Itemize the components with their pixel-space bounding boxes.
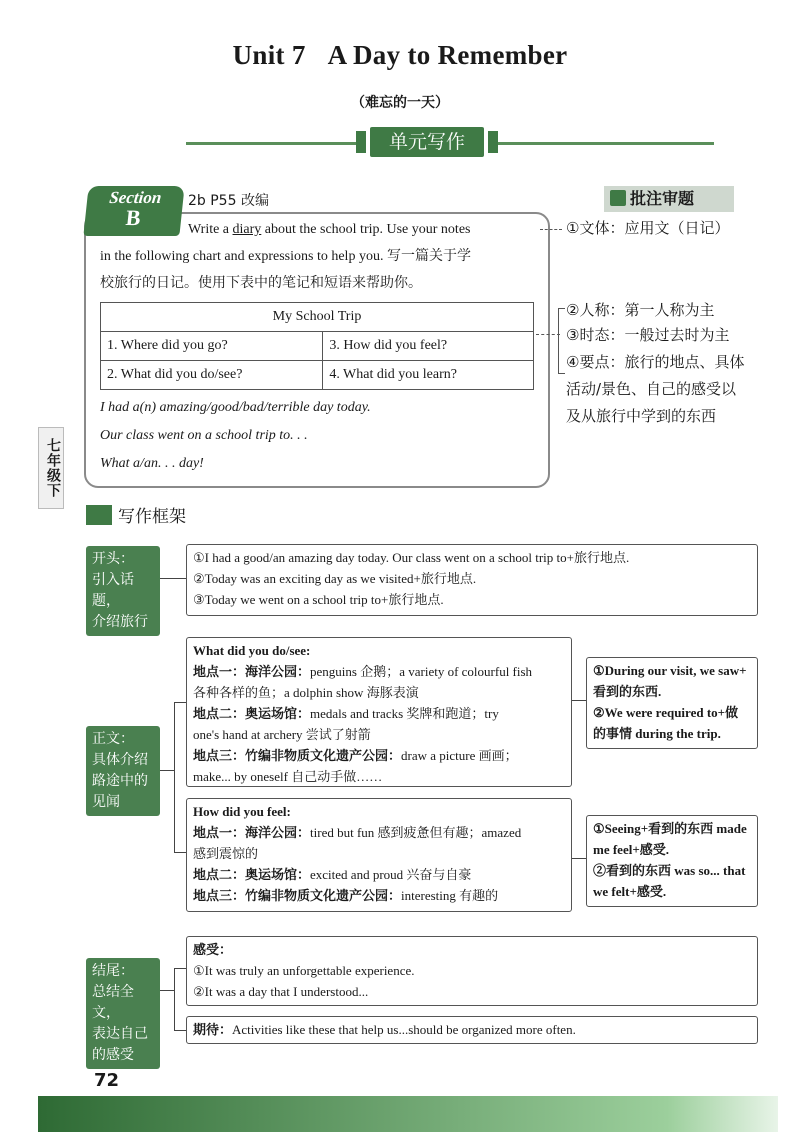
grade-tab: 七年级下 [38, 427, 64, 509]
page-number: 72 [94, 1070, 120, 1091]
page-title [0, 40, 800, 71]
do-see-box [186, 637, 572, 787]
hope-title: 期待： [193, 1022, 233, 1037]
do-see-tips-box: ①During our visit, we saw+ 看到的东西. ②We were required to+做 的事情 during the trip. [586, 657, 758, 749]
annotation-genre: ①文体：应用文（日记） [566, 219, 730, 237]
annotation-points-3: 及从旅行中学到的东西 [566, 407, 717, 425]
expression-1: I had a(n) amazing/good/bad/terrible day today. [100, 400, 371, 415]
feel-line: 感到震惊的 [193, 846, 259, 861]
do-see-line: one's hand at archery 尝试了射箭 [193, 727, 371, 742]
edit-icon [610, 190, 626, 206]
trip-question-3: 3. How did you feel? [323, 332, 534, 361]
feel-box [186, 798, 572, 912]
body-bracket [174, 702, 175, 852]
opening-label: 开头： 引入话题， 介绍旅行 [86, 546, 160, 636]
page-footer-band [38, 1096, 778, 1132]
feelings-title: 感受： [193, 942, 233, 957]
banner-rule-left [186, 142, 358, 145]
ending-bracket-top [174, 968, 186, 969]
annotation-points-1: ④要点：旅行的地点、具体 [566, 353, 745, 371]
banner-ornament-right [488, 131, 498, 153]
hope-text: Activities like these that help us...should be organized more often. [232, 1022, 576, 1037]
annotation-heading: 批注审题 [604, 186, 734, 212]
page-subtitle: （难忘的一天） [351, 95, 449, 111]
section-tab-word: Section [108, 188, 163, 207]
feelings-line: ②It was a day that I understood... [193, 984, 369, 999]
task-source: 2b P55 改编 [188, 193, 269, 209]
trip-question-4: 4. What did you learn? [323, 361, 534, 390]
expression-2: Our class went on a school trip to. . . [100, 428, 308, 443]
feel-title: How did you feel: [193, 804, 291, 819]
do-see-tip-connector [572, 700, 586, 701]
body-label: 正文： 具体介绍 路途中的 见闻 [86, 726, 160, 816]
opening-line: ③Today we went on a school trip to+旅行地点. [193, 592, 444, 607]
feel-tips-box: ①Seeing+看到的东西 made me feel+感受. ②看到的东西 was so... that we felt+感受. [586, 815, 758, 907]
annotation-points-2: 活动/景色、自己的感受以 [566, 380, 737, 398]
do-see-line: 地点一：海洋公园：penguins 企鹅；a variety of colourful fish [193, 664, 533, 679]
framework-heading: 写作框架 [86, 502, 186, 527]
trip-table-header: My School Trip [101, 303, 534, 332]
task-prompt-line3: 校旅行的日记。使用下表中的笔记和短语来帮助你。 [100, 276, 422, 291]
annotation-connector-2 [536, 334, 560, 335]
body-connector [160, 770, 174, 771]
ending-bracket-bottom [174, 1030, 186, 1031]
body-bracket-top [174, 702, 186, 703]
annotation-connector-1 [540, 229, 562, 230]
annotation-tense: ③时态：一般过去时为主 [566, 326, 730, 344]
hope-box [186, 1016, 758, 1044]
trip-question-1: 1. Where did you go? [101, 332, 323, 361]
feelings-line: ①It was truly an unforgettable experience. [193, 963, 415, 978]
unit-number: Unit 7 [232, 40, 306, 70]
section-tab-letter: B [124, 205, 142, 230]
do-see-line: 各种各样的鱼；a dolphin show 海豚表演 [193, 685, 419, 700]
feelings-box [186, 936, 758, 1006]
diary-word: diary [232, 222, 262, 237]
opening-line: ②Today was an exciting day as we visited+旅行地点. [193, 571, 477, 586]
task-prompt-line1: Write a diary about the school trip. Use your notes [188, 222, 471, 237]
ending-bracket [174, 968, 175, 1030]
annotation-person: ②人称：第一人称为主 [566, 301, 715, 319]
do-see-line: 地点三：竹编非物质文化遗产公园：draw a picture 画画； [193, 748, 518, 763]
task-prompt-line2: in the following chart and expressions to help you. 写一篇关于学 [100, 249, 471, 264]
section-tab [83, 186, 184, 236]
expression-3: What a/an. . . day! [100, 456, 204, 471]
trip-question-2: 2. What did you do/see? [101, 361, 323, 390]
banner-ornament-left [356, 131, 366, 153]
banner-rule-right [496, 142, 714, 145]
body-bracket-bottom [174, 852, 186, 853]
trip-table [100, 302, 534, 390]
do-see-line: make... by oneself 自己动手做…… [193, 769, 383, 784]
feel-line: 地点一：海洋公园：tired but fun 感到疲惫但有趣；amazed [193, 825, 522, 840]
do-see-line: 地点二：奥运场馆：medals and tracks 奖牌和跑道；try [193, 706, 499, 721]
annotation-bracket [558, 308, 565, 374]
opening-box [186, 544, 758, 616]
unit-name: A Day to Remember [327, 40, 568, 70]
framework-icon [86, 505, 112, 525]
feel-line: 地点三：竹编非物质文化遗产公园：interesting 有趣的 [193, 888, 499, 903]
opening-connector [160, 578, 186, 579]
feel-line: 地点二：奥运场馆：excited and proud 兴奋与自豪 [193, 867, 472, 882]
do-see-title: What did you do/see: [193, 643, 311, 658]
ending-connector [160, 990, 174, 991]
ending-label: 结尾： 总结全文， 表达自己 的感受 [86, 958, 160, 1069]
opening-line: ①I had a good/an amazing day today. Our class went on a school trip to+旅行地点. [193, 550, 630, 565]
section-banner: 单元写作 [370, 127, 484, 157]
feel-tip-connector [572, 858, 586, 859]
